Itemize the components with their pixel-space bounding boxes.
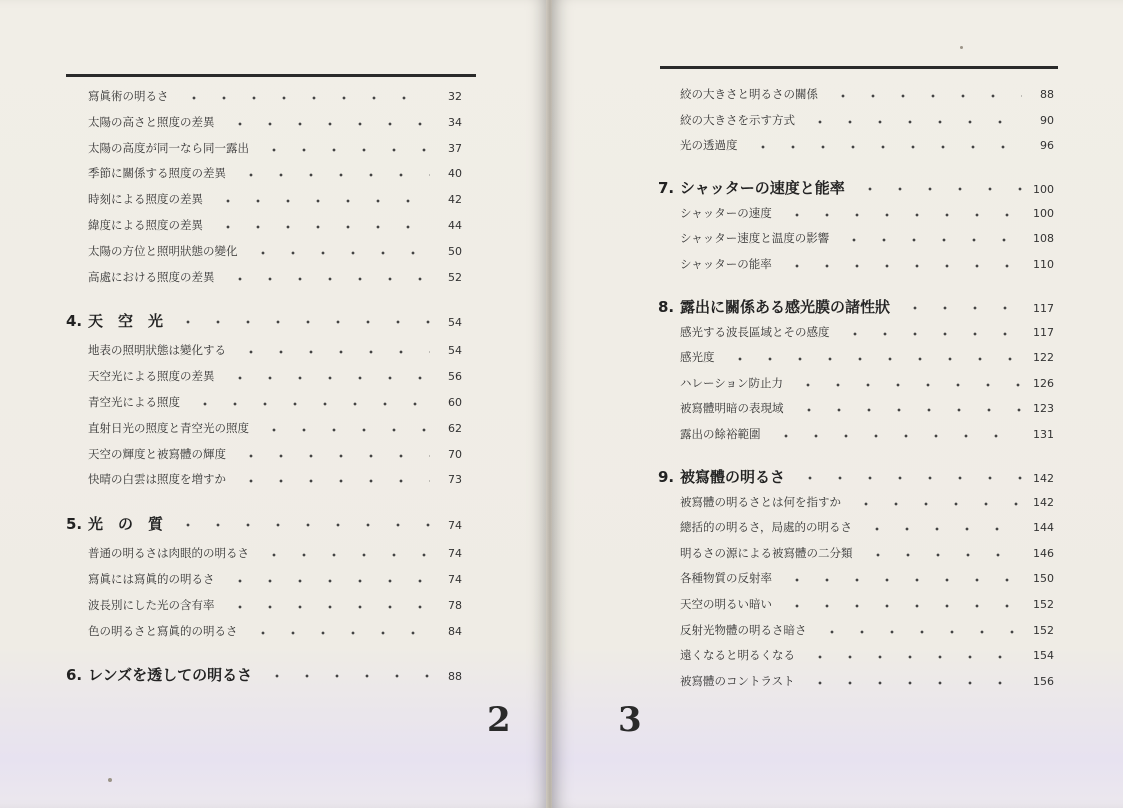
chapter-heading bbox=[658, 177, 1054, 201]
page-ref: 50 bbox=[448, 244, 462, 258]
dot-leader bbox=[778, 262, 1022, 270]
dot-leader bbox=[175, 94, 431, 102]
entry-title: 遠くなると明るくなる bbox=[680, 648, 795, 663]
page-ref: 44 bbox=[448, 219, 462, 232]
page-ref: 32 bbox=[448, 90, 462, 103]
toc-entry bbox=[658, 426, 1054, 446]
entry-title: 普通の明るさは肉眼的の明るさ bbox=[88, 546, 249, 561]
toc-entry bbox=[66, 217, 462, 237]
toc-entry bbox=[658, 256, 1054, 276]
entry-title: シャッターの能率 bbox=[680, 257, 772, 271]
page-ref: 144 bbox=[1033, 521, 1054, 535]
dot-leader bbox=[851, 185, 1022, 193]
entry-title: 感光する波長區域とその感度 bbox=[680, 324, 830, 339]
dot-leader bbox=[221, 577, 431, 585]
dot-leader bbox=[778, 211, 1022, 219]
toc-entry bbox=[66, 165, 462, 185]
entry-title: 露出の餘裕範圍 bbox=[680, 427, 761, 441]
entry-title: 感光度 bbox=[680, 350, 715, 365]
toc-entry bbox=[66, 140, 462, 160]
toc-entry bbox=[658, 86, 1054, 106]
dot-leader bbox=[858, 525, 1022, 533]
entry-title: 地表の照明狀態は變化する bbox=[88, 343, 226, 358]
dot-leader bbox=[209, 197, 430, 205]
entry-title: 太陽の高度が同一なら同一露出 bbox=[88, 140, 249, 155]
chapter-heading bbox=[658, 466, 1054, 490]
dot-leader bbox=[721, 355, 1023, 363]
page-ref: 70 bbox=[448, 447, 462, 461]
page-ref: 40 bbox=[448, 167, 462, 181]
entry-title: 天空の輝度と被寫體の輝度 bbox=[88, 446, 226, 461]
page-ref: 152 bbox=[1033, 623, 1054, 637]
toc-entry bbox=[658, 673, 1054, 693]
toc-entry bbox=[658, 570, 1054, 590]
entry-title: シャッター速度と温度の影響 bbox=[680, 231, 830, 246]
dot-leader bbox=[221, 120, 431, 128]
page-ref: 117 bbox=[1033, 325, 1054, 339]
dot-leader bbox=[767, 432, 1023, 440]
page-ref: 62 bbox=[448, 421, 462, 435]
entry-title: 季節に關係する照度の差異 bbox=[88, 166, 226, 181]
page-ref: 123 bbox=[1033, 402, 1054, 416]
entry-title: 明るさの源による被寫體の二分類 bbox=[680, 545, 853, 560]
dot-leader bbox=[244, 629, 431, 637]
dot-leader bbox=[232, 171, 430, 179]
dot-leader bbox=[824, 92, 1022, 100]
page-ref: 37 bbox=[448, 141, 462, 155]
toc-entry bbox=[658, 205, 1054, 225]
chapter-title: シャッターの速度と能率 bbox=[680, 178, 845, 197]
right-page bbox=[552, 0, 1123, 808]
toc-entry bbox=[66, 88, 462, 108]
page-ref: 142 bbox=[1033, 471, 1054, 485]
entry-title: 被寫體のコントラスト bbox=[680, 673, 795, 688]
chapter-number: 6. bbox=[66, 666, 83, 685]
table-of-contents bbox=[658, 86, 1054, 696]
dot-leader bbox=[258, 672, 430, 680]
dot-leader bbox=[790, 406, 1023, 414]
toc-entry bbox=[658, 137, 1054, 157]
toc-entry bbox=[66, 243, 462, 263]
entry-title: 直射日光の照度と青空光の照度 bbox=[88, 420, 249, 435]
page-ref: 52 bbox=[448, 270, 462, 284]
page-ref: 110 bbox=[1033, 258, 1054, 271]
toc-entry bbox=[66, 114, 462, 134]
dot-leader bbox=[232, 452, 430, 460]
page-ref: 74 bbox=[448, 547, 462, 561]
page-ref: 90 bbox=[1040, 113, 1054, 127]
entry-title: 光の透過度 bbox=[680, 138, 738, 153]
dot-leader bbox=[244, 249, 431, 257]
page-ref: 84 bbox=[448, 624, 462, 638]
chapter-number: 9. bbox=[658, 467, 675, 486]
toc-entry bbox=[658, 647, 1054, 667]
entry-title: 高處における照度の差異 bbox=[88, 269, 215, 284]
dot-leader bbox=[209, 223, 430, 231]
toc-entry bbox=[66, 623, 462, 643]
paper-speck bbox=[960, 46, 963, 49]
chapter-number: 5. bbox=[66, 515, 83, 534]
page-ref: 56 bbox=[448, 370, 462, 384]
entry-title: 緯度による照度の差異 bbox=[88, 218, 203, 232]
toc-entry bbox=[658, 545, 1054, 565]
chapter-number: 8. bbox=[658, 297, 675, 316]
page-ref: 154 bbox=[1033, 649, 1054, 663]
entry-title: 被寫體の明るさとは何を指すか bbox=[680, 494, 841, 509]
toc-entry bbox=[658, 519, 1054, 539]
dot-leader bbox=[778, 576, 1022, 584]
toc-entry bbox=[66, 191, 462, 211]
paper-speck bbox=[108, 778, 112, 782]
entry-title: 波長別にした光の含有率 bbox=[88, 597, 215, 612]
page-ref: 74 bbox=[448, 573, 462, 586]
dot-leader bbox=[169, 318, 430, 326]
dot-leader bbox=[836, 330, 1023, 338]
entry-title: 被寫體明暗の表現域 bbox=[680, 401, 784, 416]
page-ref: 126 bbox=[1033, 376, 1054, 390]
page-ref: 100 bbox=[1033, 182, 1054, 196]
entry-title: 各種物質の反射率 bbox=[680, 571, 772, 586]
toc-entry bbox=[66, 269, 462, 289]
entry-title: 青空光による照度 bbox=[88, 395, 180, 409]
page-ref: 142 bbox=[1033, 495, 1054, 509]
table-of-contents bbox=[66, 88, 462, 688]
chapter-title: 天 空 光 bbox=[88, 312, 164, 331]
dot-leader bbox=[221, 374, 431, 382]
dot-leader bbox=[801, 679, 1022, 687]
page-ref: 146 bbox=[1033, 546, 1054, 560]
page-ref: 100 bbox=[1033, 206, 1054, 220]
page-ref: 122 bbox=[1033, 351, 1054, 365]
chapter-heading bbox=[66, 664, 462, 688]
dot-leader bbox=[232, 477, 430, 485]
chapter-number: 4. bbox=[66, 312, 83, 331]
page-ref: 74 bbox=[448, 519, 462, 533]
page-ref: 156 bbox=[1033, 674, 1054, 688]
toc-entry bbox=[658, 400, 1054, 420]
dot-leader bbox=[813, 628, 1023, 636]
toc-entry bbox=[658, 622, 1054, 642]
toc-entry bbox=[66, 420, 462, 440]
toc-entry bbox=[658, 596, 1054, 616]
dot-leader bbox=[801, 118, 1022, 126]
page-ref: 78 bbox=[448, 598, 462, 612]
dot-leader bbox=[744, 143, 1023, 151]
toc-entry bbox=[658, 230, 1054, 250]
entry-title: ハレーション防止力 bbox=[680, 375, 784, 390]
entry-title: 時刻による照度の差異 bbox=[88, 192, 203, 207]
left-page bbox=[0, 0, 548, 808]
toc-entry bbox=[658, 494, 1054, 514]
dot-leader bbox=[801, 653, 1022, 661]
page-ref: 108 bbox=[1033, 232, 1054, 246]
dot-leader bbox=[791, 474, 1022, 482]
entry-title: 寫眞術の明るさ bbox=[88, 89, 169, 103]
dot-leader bbox=[186, 400, 430, 408]
toc-entry bbox=[658, 349, 1054, 369]
toc-entry bbox=[658, 324, 1054, 344]
dot-leader bbox=[778, 602, 1022, 610]
entry-title: 總括的の明るさ，局處的の明るさ bbox=[680, 520, 853, 535]
chapter-title: 被寫體の明るさ bbox=[680, 467, 786, 486]
page-ref: 152 bbox=[1033, 598, 1054, 611]
toc-entry bbox=[66, 597, 462, 617]
page-ref: 54 bbox=[448, 344, 462, 358]
entry-title: 天空光による照度の差異 bbox=[88, 369, 215, 384]
page-ref: 96 bbox=[1040, 139, 1054, 153]
toc-entry bbox=[658, 375, 1054, 395]
entry-title: 寫眞には寫眞的の明るさ bbox=[88, 572, 215, 586]
page-ref: 42 bbox=[448, 193, 462, 207]
entry-title: 絞の大きさと明るさの關係 bbox=[680, 87, 818, 101]
top-rule bbox=[66, 74, 476, 77]
chapter-title: 光 の 質 bbox=[88, 515, 164, 534]
dot-leader bbox=[835, 236, 1022, 244]
page-ref: 88 bbox=[1040, 88, 1054, 101]
dot-leader bbox=[169, 521, 430, 529]
toc-entry bbox=[66, 545, 462, 565]
page-ref: 150 bbox=[1033, 572, 1054, 586]
page-number: 3 bbox=[618, 700, 642, 740]
entry-title: 太陽の方位と照明狀態の變化 bbox=[88, 243, 238, 258]
page-ref: 54 bbox=[448, 316, 462, 330]
toc-entry bbox=[66, 446, 462, 466]
entry-title: 天空の明るい暗い bbox=[680, 597, 772, 611]
chapter-heading bbox=[66, 513, 462, 537]
entry-title: 快晴の白雲は照度を増すか bbox=[88, 472, 226, 487]
toc-entry bbox=[66, 342, 462, 362]
page-number: 2 bbox=[487, 700, 511, 740]
toc-entry bbox=[66, 368, 462, 388]
toc-entry bbox=[66, 471, 462, 491]
entry-title: 太陽の高さと照度の差異 bbox=[88, 114, 215, 129]
entry-title: 絞の大きさを示す方式 bbox=[680, 112, 795, 127]
chapter-title: 露出に關係ある感光膜の諸性狀 bbox=[680, 297, 891, 316]
chapter-heading bbox=[658, 296, 1054, 320]
dot-leader bbox=[221, 603, 431, 611]
page-ref: 131 bbox=[1033, 428, 1054, 441]
page-ref: 117 bbox=[1033, 301, 1054, 315]
dot-leader bbox=[255, 146, 430, 154]
toc-entry bbox=[66, 394, 462, 414]
page-ref: 88 bbox=[448, 670, 462, 684]
toc-entry bbox=[658, 112, 1054, 132]
page-ref: 60 bbox=[448, 396, 462, 409]
chapter-title: レンズを透しての明るさ bbox=[88, 666, 253, 685]
chapter-number: 7. bbox=[658, 178, 675, 197]
chapter-heading bbox=[66, 310, 462, 334]
dot-leader bbox=[255, 426, 430, 434]
dot-leader bbox=[255, 551, 430, 559]
dot-leader bbox=[896, 304, 1022, 312]
entry-title: 色の明るさと寫眞的の明るさ bbox=[88, 623, 238, 638]
entry-title: シャッターの速度 bbox=[680, 205, 772, 220]
page-ref: 73 bbox=[448, 473, 462, 487]
dot-leader bbox=[789, 381, 1022, 389]
dot-leader bbox=[859, 551, 1023, 559]
dot-leader bbox=[232, 348, 430, 356]
dot-leader bbox=[847, 500, 1022, 508]
dot-leader bbox=[221, 275, 431, 283]
toc-entry bbox=[66, 571, 462, 591]
page-ref: 34 bbox=[448, 115, 462, 129]
top-rule bbox=[660, 66, 1058, 69]
entry-title: 反射光物體の明るさ暗さ bbox=[680, 622, 807, 637]
